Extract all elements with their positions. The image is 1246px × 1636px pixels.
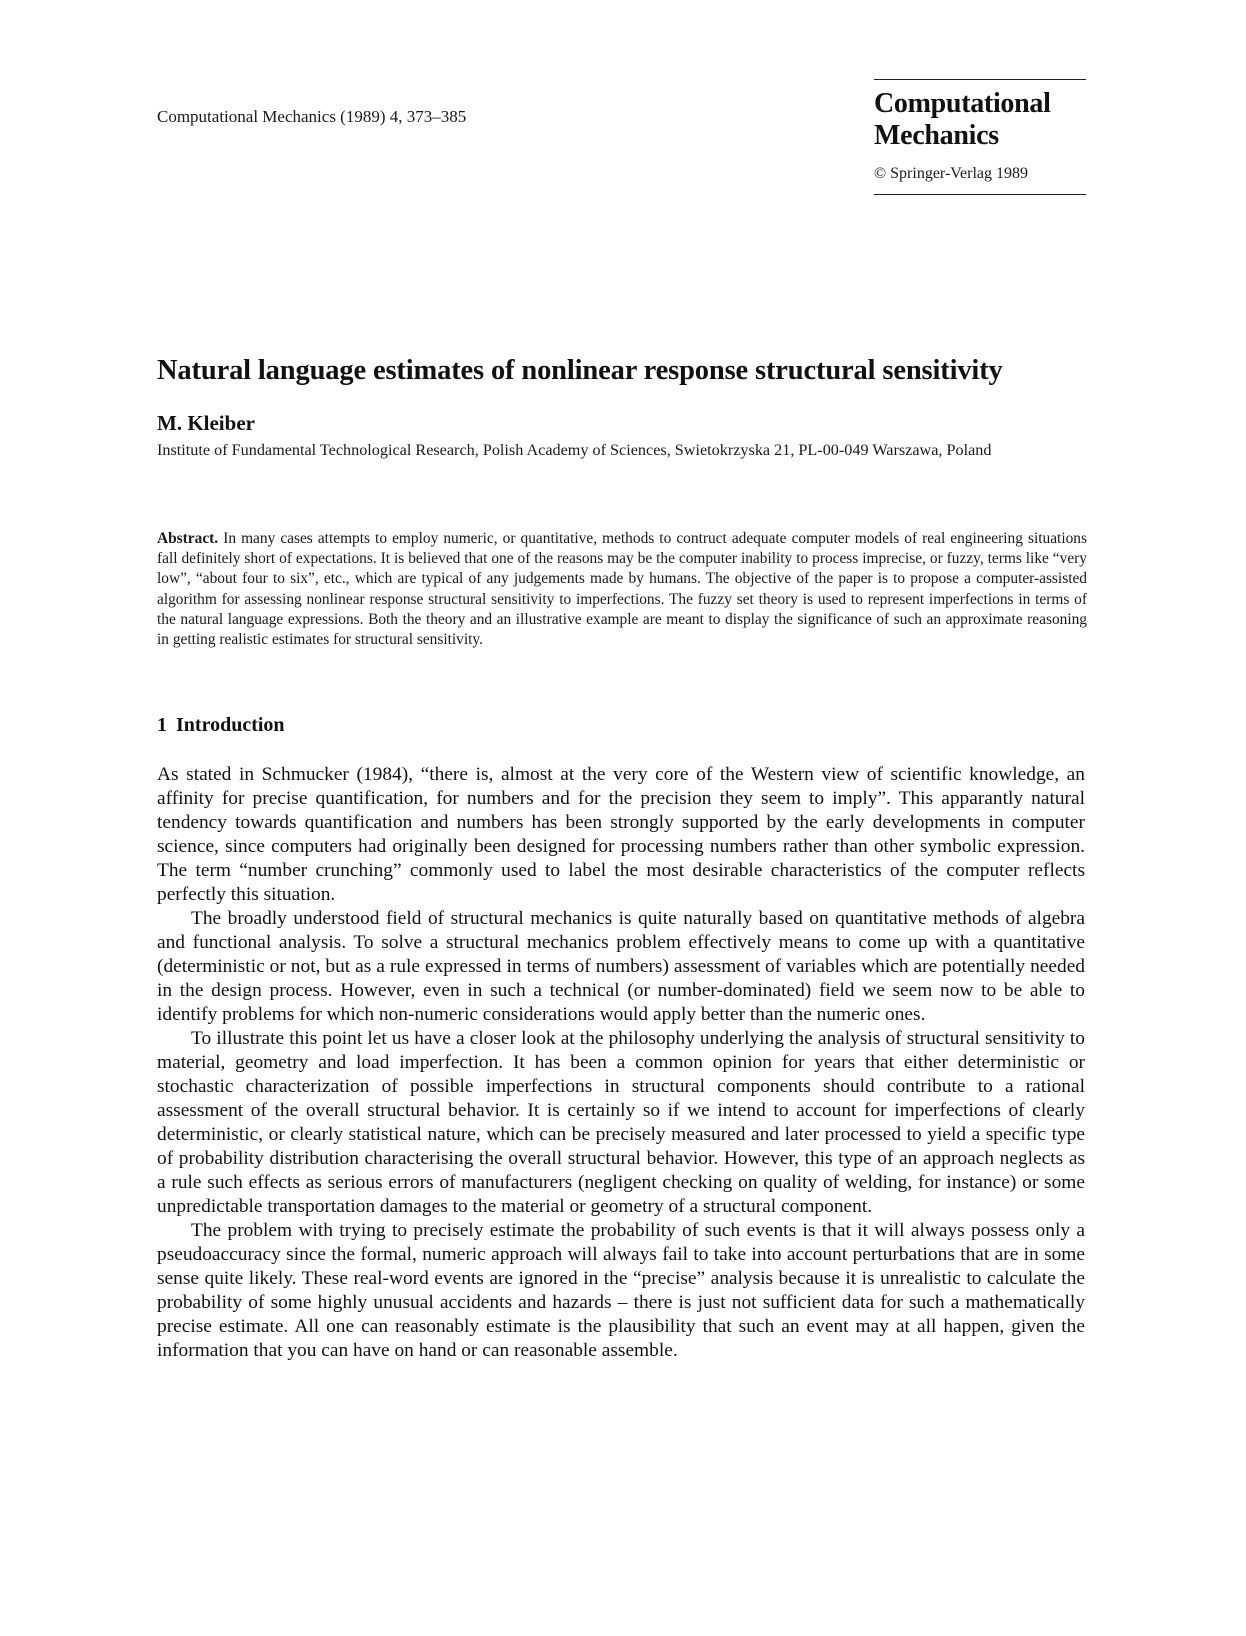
section-number: 1 <box>157 714 167 736</box>
abstract-text: In many cases attempts to employ numeric, or quantitative, methods to contruct adequate computer models of real engineering situations fall definitely short of expectations. It is believed that one of the reasons may be the computer inability to process imprecise, or fuzzy, terms like “very low”, “about four to six”, etc., which are typical of any judgements made by humans. The objective of the paper is to propose a computer-assisted algorithm for assessing nonlinear response structural sensitivity to imperfections. The fuzzy set theory is used to represent imperfections in terms of the natural language expressions. Both the theory and an illustrative example are meant to display the significance of such an approximate reasoning in getting realistic estimates for structural sensitivity. <box>157 530 1087 649</box>
journal-name <box>874 88 1086 152</box>
copyright-notice: © Springer-Verlag 1989 <box>874 165 1029 182</box>
journal-masthead <box>874 79 1086 195</box>
section-heading-introduction <box>157 713 285 737</box>
journal-name-line2: Mechanics <box>874 120 999 151</box>
author-name: M. Kleiber <box>157 411 255 435</box>
masthead-bottom-rule <box>874 194 1086 195</box>
paper-title: Natural language estimates of nonlinear response structural sensitivity <box>157 355 1003 386</box>
abstract <box>157 529 1087 650</box>
paragraph: The problem with trying to precisely estimate the probability of such events is that it will always possess only a pseudoaccuracy since the formal, numeric approach will always fail to take into account perturbations that are in some sense quite likely. These real-word events are ignored in the “precise” analysis because it is unrealistic to calculate the probability of some highly unusual accidents and hazards – there is just not sufficient data for such a mathematically precise estimate. All one can reasonably estimate is the plausibility that such an event may at all happen, given the information that you can have on hand or can reasonable assemble. <box>157 1220 1085 1361</box>
paragraph: As stated in Schmucker (1984), “there is, almost at the very core of the Western view of scientific knowledge, an affinity for precise quantification, for numbers and for the precision they seem to imply”. This apparantly natural tendency towards quantification and numbers has been strongly supported by the early developments in computer science, since computers had originally been designed for processing numbers rather than other symbolic expression. The term “number crunching” commonly used to label the most desirable characteristics of the computer reflects perfectly this situation. <box>157 764 1085 905</box>
abstract-label: Abstract. <box>157 530 219 547</box>
introduction-body <box>157 763 1085 1363</box>
journal-citation: Computational Mechanics (1989) 4, 373–385 <box>157 107 467 126</box>
author-affiliation: Institute of Fundamental Technological Research, Polish Academy of Sciences, Swietokrzyska 21, PL-00-049 Warszawa, Poland <box>157 441 992 459</box>
journal-name-line1: Computational <box>874 88 1051 119</box>
section-title: Introduction <box>176 714 285 736</box>
masthead-top-rule <box>874 79 1086 80</box>
paragraph: To illustrate this point let us have a closer look at the philosophy underlying the analysis of structural sensitivity to material, geometry and load imperfection. It has been a common opinion for years that either deterministic or stochastic characterization of possible imperfections in structural components should contribute to a rational assessment of the overall structural behavior. It is certainly so if we intend to account for imperfections of clearly deterministic, or clearly statistical nature, which can be precisely measured and later processed to yield a specific type of probability distribution characterising the overall structural behavior. However, this type of an approach neglects as a rule such effects as serious errors of manufacturers (negligent checking on quality of welding, for instance) or some unpredictable transportation damages to the material or geometry of a structural component. <box>157 1028 1085 1217</box>
paragraph: The broadly understood field of structural mechanics is quite naturally based on quantitative methods of algebra and functional analysis. To solve a structural mechanics problem effectively means to come up with a quantitative (deterministic or not, but as a rule expressed in terms of numbers) assessment of variables which are potentially needed in the design process. However, even in such a technical (or number-dominated) field we seem now to be able to identify problems for which non-numeric considerations would apply better than the numeric ones. <box>157 908 1085 1025</box>
